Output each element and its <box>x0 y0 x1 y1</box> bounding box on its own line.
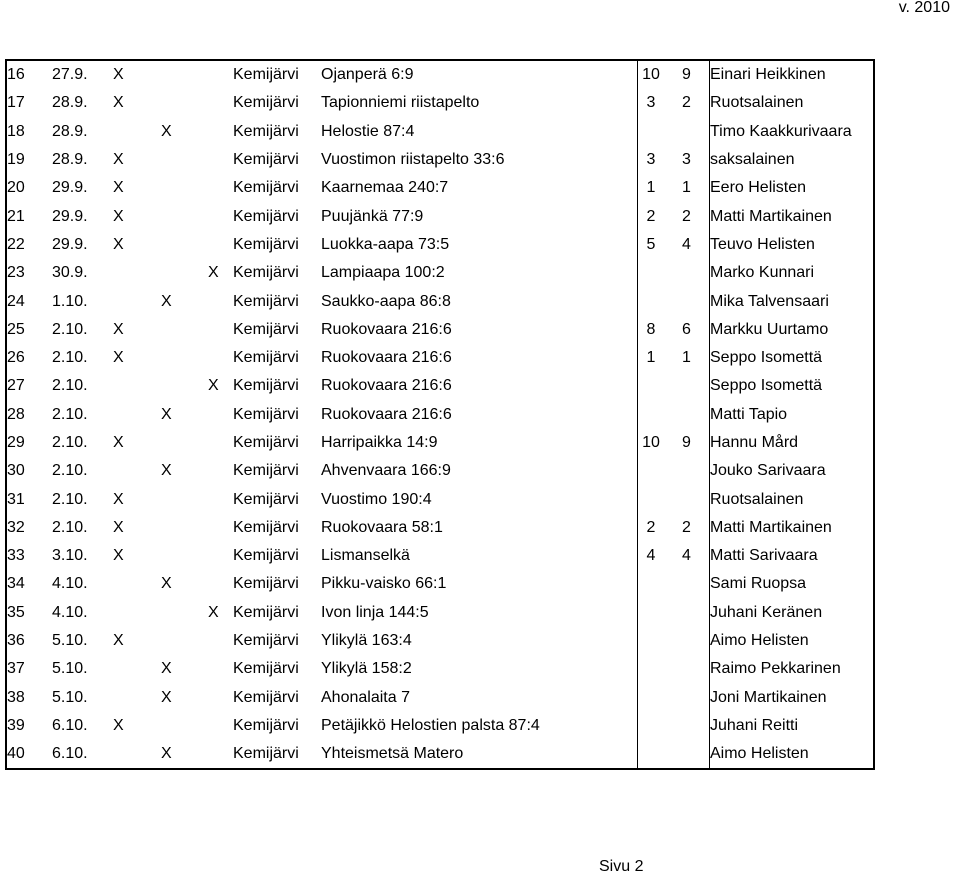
row-mark-b <box>161 202 208 230</box>
row-place: Ylikylä 158:2 <box>321 660 412 678</box>
row-mark-c <box>208 429 233 457</box>
row-mark-c <box>208 231 233 259</box>
row-mark-c <box>208 684 233 712</box>
row-mark-c <box>208 89 233 117</box>
row-mark-c <box>208 60 233 89</box>
row-place: Lismanselkä <box>321 547 410 565</box>
row-mark-c <box>208 316 233 344</box>
row-place: Ylikylä 163:4 <box>321 632 412 650</box>
row-date: 2.10. <box>52 349 88 367</box>
row-mark-b <box>161 316 208 344</box>
row-place: Luokka-aapa 73:5 <box>321 235 450 253</box>
row-count-b: 4 <box>682 547 691 565</box>
row-number: 21 <box>7 207 25 225</box>
table-row <box>6 684 874 712</box>
row-number: 39 <box>7 716 25 734</box>
row-municipality: Kemijärvi <box>233 94 299 112</box>
row-name: Aimo Helisten <box>710 740 875 769</box>
row-municipality: Kemijärvi <box>233 434 299 451</box>
table-row <box>6 429 874 457</box>
row-name: Joni Martikainen <box>710 684 875 712</box>
row-number: 34 <box>7 575 25 593</box>
row-mark-c <box>208 401 233 429</box>
row-place: Helostie 87:4 <box>321 122 415 140</box>
row-date: 2.10. <box>52 518 88 536</box>
row-mark-b <box>161 89 208 117</box>
row-municipality: Kemijärvi <box>233 547 299 565</box>
row-place: Puujänkä 77:9 <box>321 207 424 225</box>
row-date: 5.10. <box>52 632 88 650</box>
table-row <box>6 570 874 598</box>
row-municipality: Kemijärvi <box>233 603 299 621</box>
row-mark-c <box>208 287 233 315</box>
row-municipality: Kemijärvi <box>233 462 299 480</box>
row-mark-a: X <box>113 547 124 565</box>
row-mark-b: X <box>161 292 172 310</box>
row-count-a <box>638 740 665 769</box>
hunt-log-table <box>5 59 875 770</box>
row-place: Harripaikka 14:9 <box>321 434 438 451</box>
row-place: Vuostimo 190:4 <box>321 490 432 508</box>
row-mark-a: X <box>113 349 124 367</box>
row-mark-b <box>161 174 208 202</box>
row-count-a: 8 <box>638 316 665 344</box>
table-row <box>6 146 874 174</box>
row-count-b: 3 <box>682 151 691 169</box>
row-mark-b: X <box>161 122 172 140</box>
table-row <box>6 485 874 513</box>
row-mark-b <box>161 372 208 400</box>
row-count-a: 1 <box>638 174 665 202</box>
row-municipality: Kemijärvi <box>233 660 299 678</box>
row-date: 2.10. <box>52 377 88 395</box>
row-mark-a: X <box>113 235 124 253</box>
row-date: 2.10. <box>52 462 88 480</box>
row-mark-b: X <box>161 575 172 593</box>
table-row <box>6 457 874 485</box>
row-municipality: Kemijärvi <box>233 716 299 734</box>
page-number: Sivu 2 <box>599 858 644 875</box>
row-mark-c <box>208 655 233 683</box>
row-count-a: 5 <box>638 231 665 259</box>
row-count-a: 2 <box>638 514 665 542</box>
row-count-b: 2 <box>682 207 691 225</box>
row-mark-a: X <box>113 632 124 650</box>
row-mark-a <box>113 372 161 400</box>
row-municipality: Kemijärvi <box>233 320 299 338</box>
row-place: Ahonalaita 7 <box>321 688 410 706</box>
row-mark-a: X <box>113 66 124 84</box>
row-number: 22 <box>7 235 25 253</box>
row-number: 23 <box>7 264 25 282</box>
row-place: Ruokovaara 216:6 <box>321 405 452 423</box>
row-date: 29.9. <box>52 235 88 253</box>
row-name: Timo Kaakkurivaara <box>710 118 875 146</box>
row-mark-c <box>208 542 233 570</box>
row-count-b: 9 <box>682 66 691 84</box>
row-date: 2.10. <box>52 405 88 423</box>
row-number: 25 <box>7 320 25 338</box>
row-mark-b: X <box>161 462 172 480</box>
row-count-b: 2 <box>682 94 691 112</box>
row-mark-c: X <box>208 264 219 282</box>
row-mark-a <box>113 599 161 627</box>
row-number: 36 <box>7 632 25 650</box>
row-count-a <box>638 599 665 627</box>
row-place: Petäjikkö Helostien palsta 87:4 <box>321 716 540 734</box>
table-row <box>6 542 874 570</box>
table-row <box>6 60 874 89</box>
row-municipality: Kemijärvi <box>233 745 299 763</box>
row-place: Saukko-aapa 86:8 <box>321 292 451 310</box>
row-name: Aimo Helisten <box>710 627 875 655</box>
row-place: Ruokovaara 216:6 <box>321 349 452 367</box>
row-count-b <box>664 287 710 315</box>
row-place: Ahvenvaara 166:9 <box>321 462 451 480</box>
row-count-b <box>664 712 710 740</box>
row-date: 29.9. <box>52 179 88 197</box>
table-row <box>6 202 874 230</box>
row-municipality: Kemijärvi <box>233 632 299 650</box>
row-count-b: 1 <box>682 179 691 197</box>
row-count-a: 4 <box>638 542 665 570</box>
row-name: Matti Martikainen <box>710 202 875 230</box>
row-name: Juhani Keränen <box>710 599 875 627</box>
row-mark-a <box>113 457 161 485</box>
row-municipality: Kemijärvi <box>233 122 299 140</box>
row-date: 29.9. <box>52 207 88 225</box>
row-municipality: Kemijärvi <box>233 292 299 310</box>
row-mark-c: X <box>208 603 219 621</box>
row-municipality: Kemijärvi <box>233 575 299 593</box>
row-number: 28 <box>7 405 25 423</box>
row-mark-b: X <box>161 405 172 423</box>
row-municipality: Kemijärvi <box>233 151 299 169</box>
row-count-a <box>638 259 665 287</box>
row-mark-a <box>113 118 161 146</box>
row-mark-c <box>208 344 233 372</box>
row-mark-c: X <box>208 377 219 395</box>
row-municipality: Kemijärvi <box>233 405 299 423</box>
table-row <box>6 287 874 315</box>
row-date: 27.9. <box>52 66 88 84</box>
row-count-a: 1 <box>638 344 665 372</box>
row-mark-b: X <box>161 660 172 678</box>
row-name: Juhani Reitti <box>710 712 875 740</box>
row-count-b: 4 <box>682 235 691 253</box>
table-row <box>6 655 874 683</box>
row-count-a <box>638 401 665 429</box>
table-row <box>6 514 874 542</box>
row-name: Teuvo Helisten <box>710 231 875 259</box>
row-place: Yhteismetsä Matero <box>321 745 464 763</box>
row-place: Tapionniemi riistapelto <box>321 94 480 112</box>
row-mark-b: X <box>161 745 172 763</box>
row-mark-a <box>113 287 161 315</box>
row-count-b <box>664 599 710 627</box>
table-row <box>6 231 874 259</box>
row-count-b <box>664 627 710 655</box>
row-municipality: Kemijärvi <box>233 349 299 367</box>
table-row <box>6 89 874 117</box>
row-municipality: Kemijärvi <box>233 518 299 536</box>
table-row <box>6 372 874 400</box>
row-name: Sami Ruopsa <box>710 570 875 598</box>
row-name: Raimo Pekkarinen <box>710 655 875 683</box>
row-mark-b <box>161 712 208 740</box>
row-mark-a <box>113 655 161 683</box>
row-mark-a: X <box>113 518 124 536</box>
row-date: 28.9. <box>52 122 88 140</box>
row-mark-c <box>208 627 233 655</box>
row-name: Einari Heikkinen <box>710 60 875 89</box>
row-date: 2.10. <box>52 320 88 338</box>
row-mark-c <box>208 712 233 740</box>
row-mark-a: X <box>113 490 124 508</box>
row-mark-c <box>208 174 233 202</box>
row-number: 27 <box>7 377 25 395</box>
row-municipality: Kemijärvi <box>233 688 299 706</box>
table-row <box>6 316 874 344</box>
row-number: 29 <box>7 434 25 451</box>
row-count-a <box>638 570 665 598</box>
row-name: Matti Martikainen <box>710 514 875 542</box>
row-place: Vuostimon riistapelto 33:6 <box>321 151 505 169</box>
row-mark-a <box>113 684 161 712</box>
row-number: 24 <box>7 292 25 310</box>
row-count-a <box>638 655 665 683</box>
row-mark-b <box>161 344 208 372</box>
row-mark-b: X <box>161 688 172 706</box>
row-place: Pikku-vaisko 66:1 <box>321 575 447 593</box>
row-count-b <box>664 570 710 598</box>
row-mark-a: X <box>113 434 124 451</box>
row-mark-c <box>208 740 233 769</box>
row-name: Eero Helisten <box>710 174 875 202</box>
row-name: Seppo Isomettä <box>710 372 875 400</box>
row-count-b: 2 <box>682 518 691 536</box>
row-mark-b <box>161 514 208 542</box>
row-name: Matti Tapio <box>710 401 875 429</box>
row-count-a <box>638 118 665 146</box>
row-count-a <box>638 457 665 485</box>
row-number: 31 <box>7 490 25 508</box>
row-mark-c <box>208 118 233 146</box>
row-name: Hannu Mård <box>710 429 875 457</box>
row-mark-c <box>208 146 233 174</box>
version-label: v. 2010 <box>898 0 950 16</box>
row-mark-c <box>208 514 233 542</box>
table-row <box>6 344 874 372</box>
row-mark-c <box>208 570 233 598</box>
row-count-b <box>664 401 710 429</box>
row-name: Mika Talvensaari <box>710 287 875 315</box>
row-count-b <box>664 118 710 146</box>
row-number: 16 <box>7 66 25 84</box>
row-mark-b <box>161 627 208 655</box>
row-count-b: 9 <box>682 434 691 451</box>
row-mark-a: X <box>113 207 124 225</box>
row-mark-b <box>161 231 208 259</box>
row-place: Ruokovaara 216:6 <box>321 377 452 395</box>
row-number: 33 <box>7 547 25 565</box>
row-mark-b <box>161 485 208 513</box>
row-name: Seppo Isomettä <box>710 344 875 372</box>
row-number: 20 <box>7 179 25 197</box>
row-name: Jouko Sarivaara <box>710 457 875 485</box>
row-count-a: 10 <box>638 60 665 89</box>
row-municipality: Kemijärvi <box>233 377 299 395</box>
row-mark-b <box>161 146 208 174</box>
row-count-a <box>638 684 665 712</box>
row-mark-b <box>161 429 208 457</box>
row-mark-a: X <box>113 716 124 734</box>
row-municipality: Kemijärvi <box>233 179 299 197</box>
row-mark-a <box>113 740 161 769</box>
table-row <box>6 599 874 627</box>
row-mark-a: X <box>113 179 124 197</box>
row-date: 3.10. <box>52 547 88 565</box>
row-count-b <box>664 655 710 683</box>
row-count-b <box>664 259 710 287</box>
table-row <box>6 712 874 740</box>
row-date: 4.10. <box>52 603 88 621</box>
row-count-a <box>638 485 665 513</box>
row-number: 32 <box>7 518 25 536</box>
row-name: Markku Uurtamo <box>710 316 875 344</box>
row-number: 35 <box>7 603 25 621</box>
row-mark-a: X <box>113 320 124 338</box>
table-row <box>6 118 874 146</box>
row-date: 28.9. <box>52 151 88 169</box>
row-mark-b <box>161 542 208 570</box>
row-number: 19 <box>7 151 25 169</box>
row-date: 1.10. <box>52 292 88 310</box>
row-date: 30.9. <box>52 264 88 282</box>
row-count-a <box>638 372 665 400</box>
row-date: 2.10. <box>52 490 88 508</box>
row-mark-a <box>113 570 161 598</box>
row-date: 6.10. <box>52 745 88 763</box>
row-count-a <box>638 712 665 740</box>
row-count-b <box>664 740 710 769</box>
row-date: 5.10. <box>52 660 88 678</box>
row-count-a: 2 <box>638 202 665 230</box>
row-count-b: 6 <box>682 320 691 338</box>
row-mark-a <box>113 259 161 287</box>
row-count-b <box>664 485 710 513</box>
row-count-a: 3 <box>638 89 665 117</box>
row-number: 17 <box>7 94 25 112</box>
row-name: Ruotsalainen <box>710 89 875 117</box>
row-mark-c <box>208 457 233 485</box>
row-place: Ivon linja 144:5 <box>321 603 429 621</box>
row-municipality: Kemijärvi <box>233 66 299 84</box>
row-count-b <box>664 457 710 485</box>
row-number: 30 <box>7 462 25 480</box>
row-number: 37 <box>7 660 25 678</box>
row-municipality: Kemijärvi <box>233 235 299 253</box>
row-mark-c <box>208 485 233 513</box>
row-name: saksalainen <box>710 146 875 174</box>
row-mark-b <box>161 60 208 89</box>
row-count-a: 10 <box>638 429 665 457</box>
row-name: Matti Sarivaara <box>710 542 875 570</box>
table-row <box>6 740 874 769</box>
row-mark-b <box>161 259 208 287</box>
row-place: Ojanperä 6:9 <box>321 66 414 84</box>
table-row <box>6 259 874 287</box>
row-place: Ruokovaara 216:6 <box>321 320 452 338</box>
row-date: 28.9. <box>52 94 88 112</box>
row-count-b <box>664 372 710 400</box>
row-municipality: Kemijärvi <box>233 490 299 508</box>
row-municipality: Kemijärvi <box>233 264 299 282</box>
row-count-b <box>664 684 710 712</box>
row-count-a: 3 <box>638 146 665 174</box>
row-number: 38 <box>7 688 25 706</box>
row-name: Ruotsalainen <box>710 485 875 513</box>
row-mark-a: X <box>113 151 124 169</box>
row-municipality: Kemijärvi <box>233 207 299 225</box>
row-mark-b <box>161 599 208 627</box>
row-place: Ruokovaara 58:1 <box>321 518 443 536</box>
row-count-a <box>638 287 665 315</box>
row-count-b: 1 <box>682 349 691 367</box>
row-number: 26 <box>7 349 25 367</box>
row-place: Kaarnemaa 240:7 <box>321 179 449 197</box>
row-date: 4.10. <box>52 575 88 593</box>
row-mark-a <box>113 401 161 429</box>
row-number: 18 <box>7 122 25 140</box>
row-date: 6.10. <box>52 716 88 734</box>
table-row <box>6 401 874 429</box>
row-date: 5.10. <box>52 688 88 706</box>
row-name: Marko Kunnari <box>710 259 875 287</box>
row-mark-a: X <box>113 94 124 112</box>
table-row <box>6 627 874 655</box>
row-date: 2.10. <box>52 434 88 451</box>
row-number: 40 <box>7 745 25 763</box>
row-mark-c <box>208 202 233 230</box>
table-row <box>6 174 874 202</box>
row-count-a <box>638 627 665 655</box>
row-place: Lampiaapa 100:2 <box>321 264 445 282</box>
